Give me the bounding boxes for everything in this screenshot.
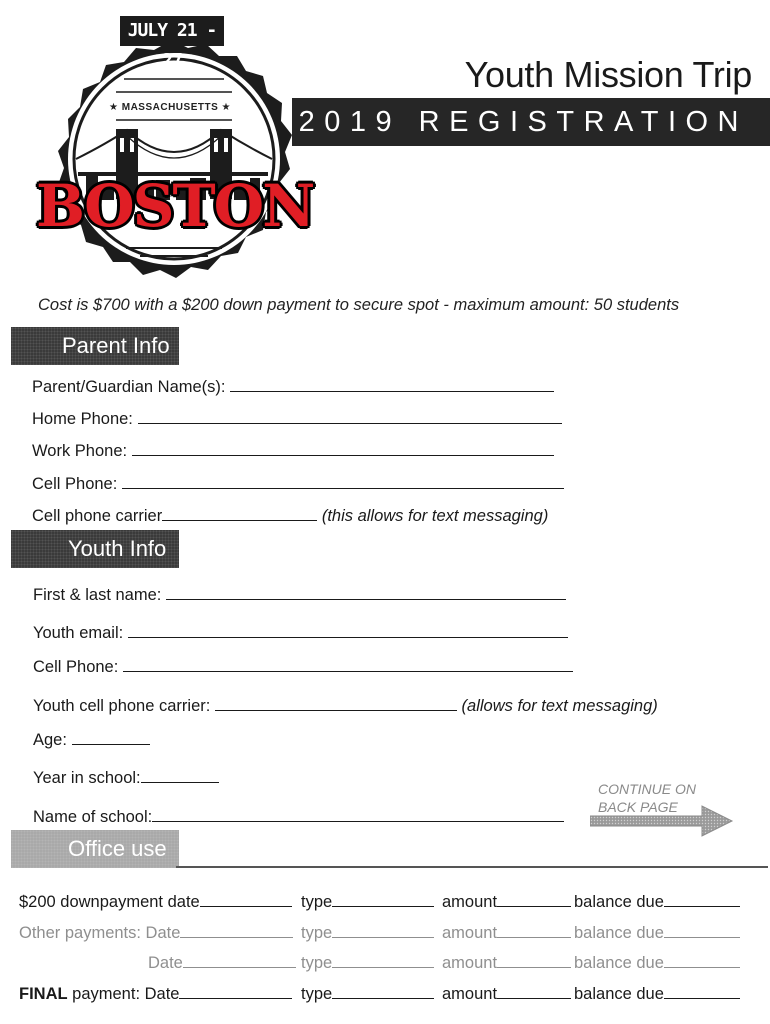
home-phone-label: Home Phone: — [32, 410, 133, 428]
second-payment-type-field[interactable] — [332, 951, 434, 968]
youth-email-label: Youth email: — [33, 624, 124, 642]
other-payments-type-field[interactable] — [332, 921, 434, 938]
arrow-right-icon — [590, 804, 740, 840]
continue-line-1: CONTINUE ON — [598, 781, 696, 797]
downpayment-amount-field[interactable] — [497, 890, 571, 907]
youth-cell-label: Cell Phone: — [33, 658, 119, 676]
youth-name-row — [33, 583, 566, 605]
state-label: ★ MASSACHUSETTS ★ — [109, 102, 231, 113]
second-payment-balance-label: balance due — [574, 954, 664, 972]
registration-banner — [292, 98, 770, 146]
school-label: Name of school: — [33, 808, 153, 826]
downpayment-label: $200 downpayment date — [19, 893, 200, 911]
home-phone-field[interactable] — [138, 407, 562, 424]
year-label: Year in school: — [33, 769, 141, 787]
youth-info-heading: Youth Info — [11, 530, 179, 568]
school-row — [33, 805, 564, 827]
other-payments-amount-field[interactable] — [497, 921, 571, 938]
final-payment-amount-field[interactable] — [497, 982, 571, 999]
office-divider — [176, 866, 768, 868]
age-field[interactable] — [72, 728, 150, 745]
downpayment-amount-label: amount — [442, 893, 498, 911]
youth-name-label: First & last name: — [33, 586, 162, 604]
youth-carrier-label: Youth cell phone carrier: — [33, 697, 211, 715]
boston-logo — [36, 16, 314, 280]
page-title: Youth Mission Trip — [464, 54, 752, 95]
year-field[interactable] — [141, 766, 219, 783]
downpayment-type-label: type — [301, 893, 333, 911]
work-phone-label: Work Phone: — [32, 442, 128, 460]
trip-dates: JULY 21 - 27 — [120, 16, 224, 46]
downpayment-balance-label: balance due — [574, 893, 664, 911]
final-payment-balance-label: balance due — [574, 985, 664, 1003]
downpayment-type-field[interactable] — [332, 890, 434, 907]
other-payments-date-field[interactable] — [180, 921, 293, 938]
continue-back-note — [598, 780, 738, 840]
youth-email-row — [33, 621, 568, 643]
work-phone-field[interactable] — [132, 439, 554, 456]
final-payment-date-field[interactable] — [179, 982, 292, 999]
parent-carrier-row — [32, 504, 548, 526]
youth-carrier-note: (allows for text messaging) — [461, 697, 658, 715]
parent-cell-row — [32, 472, 564, 494]
youth-cell-field[interactable] — [123, 655, 573, 672]
cost-note: Cost is $700 with a $200 down payment to secure spot - maximum amount: 50 students — [38, 296, 680, 314]
second-payment-date-field[interactable] — [183, 951, 296, 968]
other-payments-balance-label: balance due — [574, 924, 664, 942]
downpayment-date-field[interactable] — [200, 890, 292, 907]
other-payments-balance-field[interactable] — [664, 921, 740, 938]
office-use-heading: Office use — [11, 830, 179, 868]
final-payment-type-field[interactable] — [332, 982, 434, 999]
final-payment-label: payment: Date — [67, 985, 180, 1003]
age-row — [33, 728, 150, 750]
parent-cell-field[interactable] — [122, 472, 564, 489]
age-label: Age: — [33, 731, 67, 749]
parent-carrier-label: Cell phone carrier — [32, 507, 163, 525]
parent-carrier-field[interactable] — [162, 504, 317, 521]
banner-text: 2019 REGISTRATION — [298, 106, 748, 138]
second-payment-date-label: Date — [148, 954, 183, 972]
other-payments-type-label: type — [301, 924, 333, 942]
youth-email-field[interactable] — [128, 621, 568, 638]
youth-name-field[interactable] — [166, 583, 566, 600]
parent-info-heading: Parent Info — [11, 327, 179, 365]
youth-carrier-field[interactable] — [215, 694, 457, 711]
final-payment-amount-label: amount — [442, 985, 498, 1003]
final-bold-label: FINAL — [19, 985, 68, 1003]
final-payment-type-label: type — [301, 985, 333, 1003]
city-label: BOSTON — [36, 172, 314, 240]
continue-line-2: BACK PAGE — [598, 799, 678, 815]
year-row — [33, 766, 219, 788]
parent-carrier-note: (this allows for text messaging) — [321, 507, 549, 525]
parent-cell-label: Cell Phone: — [32, 475, 118, 493]
other-payments-label: Other payments: Date — [19, 924, 181, 942]
second-payment-amount-field[interactable] — [497, 951, 571, 968]
school-field[interactable] — [152, 805, 564, 822]
second-payment-amount-label: amount — [442, 954, 498, 972]
guardian-name-field[interactable] — [230, 375, 554, 392]
second-payment-type-label: type — [301, 954, 333, 972]
second-payment-balance-field[interactable] — [664, 951, 740, 968]
downpayment-balance-field[interactable] — [664, 890, 740, 907]
youth-cell-row — [33, 655, 573, 677]
work-phone-row — [32, 439, 554, 461]
other-payments-amount-label: amount — [442, 924, 498, 942]
guardian-name-row — [32, 375, 554, 397]
youth-carrier-row — [33, 694, 658, 716]
final-payment-balance-field[interactable] — [664, 982, 740, 999]
guardian-name-label: Parent/Guardian Name(s): — [32, 378, 226, 396]
home-phone-row — [32, 407, 562, 429]
